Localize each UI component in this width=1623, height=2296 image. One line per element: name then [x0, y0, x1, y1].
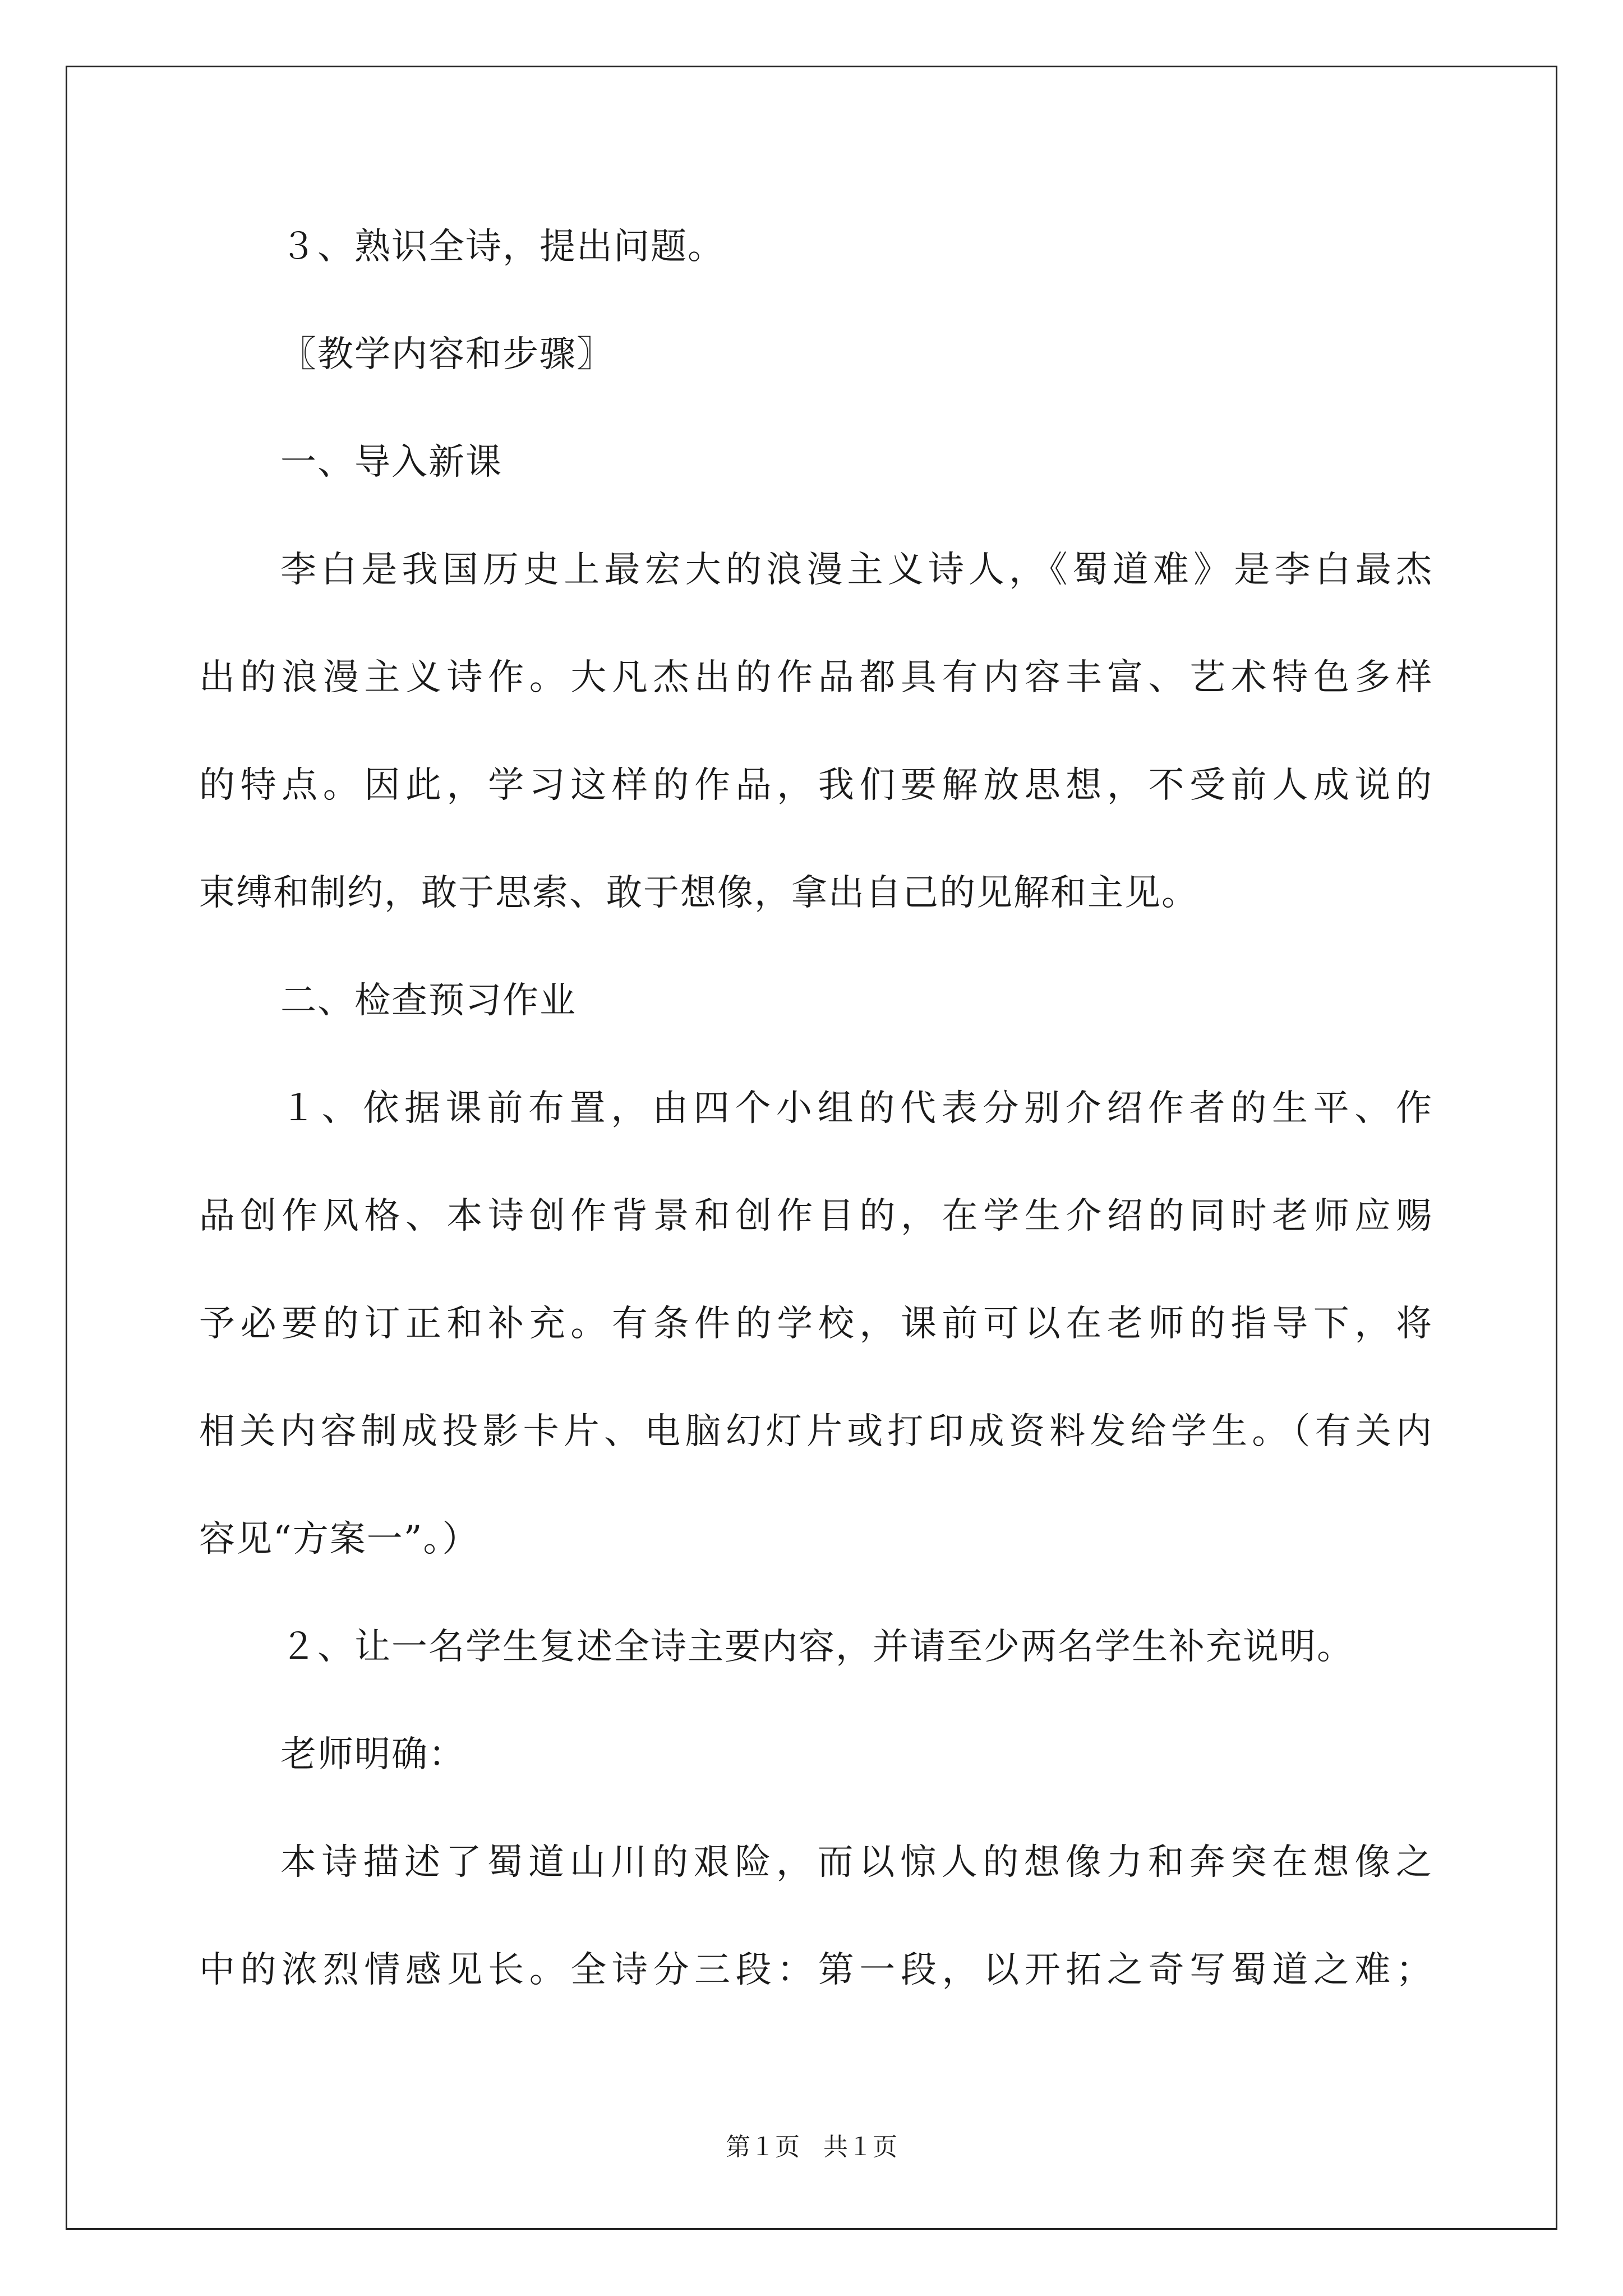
paragraph-line: １、依据课前布置，由四个小组的代表分别介绍作者的生平、作 — [280, 1088, 1433, 1129]
page-border — [66, 66, 1557, 2230]
paragraph-line: 中的浓烈情感见长。全诗分三段：第一段，以开拓之奇写蜀道之难； — [199, 1949, 1433, 1991]
paragraph-line: ２、让一名学生复述全诗主要内容，并请至少两名学生补充说明。 — [280, 1626, 1354, 1668]
section-heading: 〖教学内容和步骤〗 — [280, 334, 614, 375]
paragraph-line: 老师明确： — [280, 1734, 465, 1775]
section-heading: 一、导入新课 — [280, 441, 502, 483]
paragraph-line: 容见“方案一”。） — [199, 1519, 479, 1560]
text-line: ３、熟识全诗，提出问题。 — [280, 226, 725, 268]
paragraph-line: 出的浪漫主义诗作。大凡杰出的作品都具有内容丰富、艺术特色多样 — [199, 657, 1433, 698]
section-heading: 二、检查预习作业 — [280, 980, 577, 1022]
paragraph-line: 予必要的订正和补充。有条件的学校，课前可以在老师的指导下，将 — [199, 1303, 1433, 1345]
paragraph-line: 相关内容制成投影卡片、电脑幻灯片或打印成资料发给学生。（有关内 — [199, 1411, 1433, 1452]
page-number: 第１页 — [726, 2133, 800, 2161]
paragraph-line: 品创作风格、本诗创作背景和创作目的，在学生介绍的同时老师应赐 — [199, 1195, 1433, 1237]
paragraph-line: 的特点。因此，学习这样的作品，我们要解放思想，不受前人成说的 — [199, 765, 1433, 806]
paragraph-line: 本诗描述了蜀道山川的艰险，而以惊人的想像力和奔突在想像之 — [280, 1842, 1433, 1883]
page-footer — [0, 2132, 1623, 2163]
paragraph-line: 束缚和制约，敢于思索、敢于想像，拿出自己的见解和主见。 — [199, 872, 1198, 914]
paragraph-line: 李白是我国历史上最宏大的浪漫主义诗人，《蜀道难》是李白最杰 — [280, 549, 1433, 591]
page-total: 共１页 — [823, 2133, 897, 2161]
